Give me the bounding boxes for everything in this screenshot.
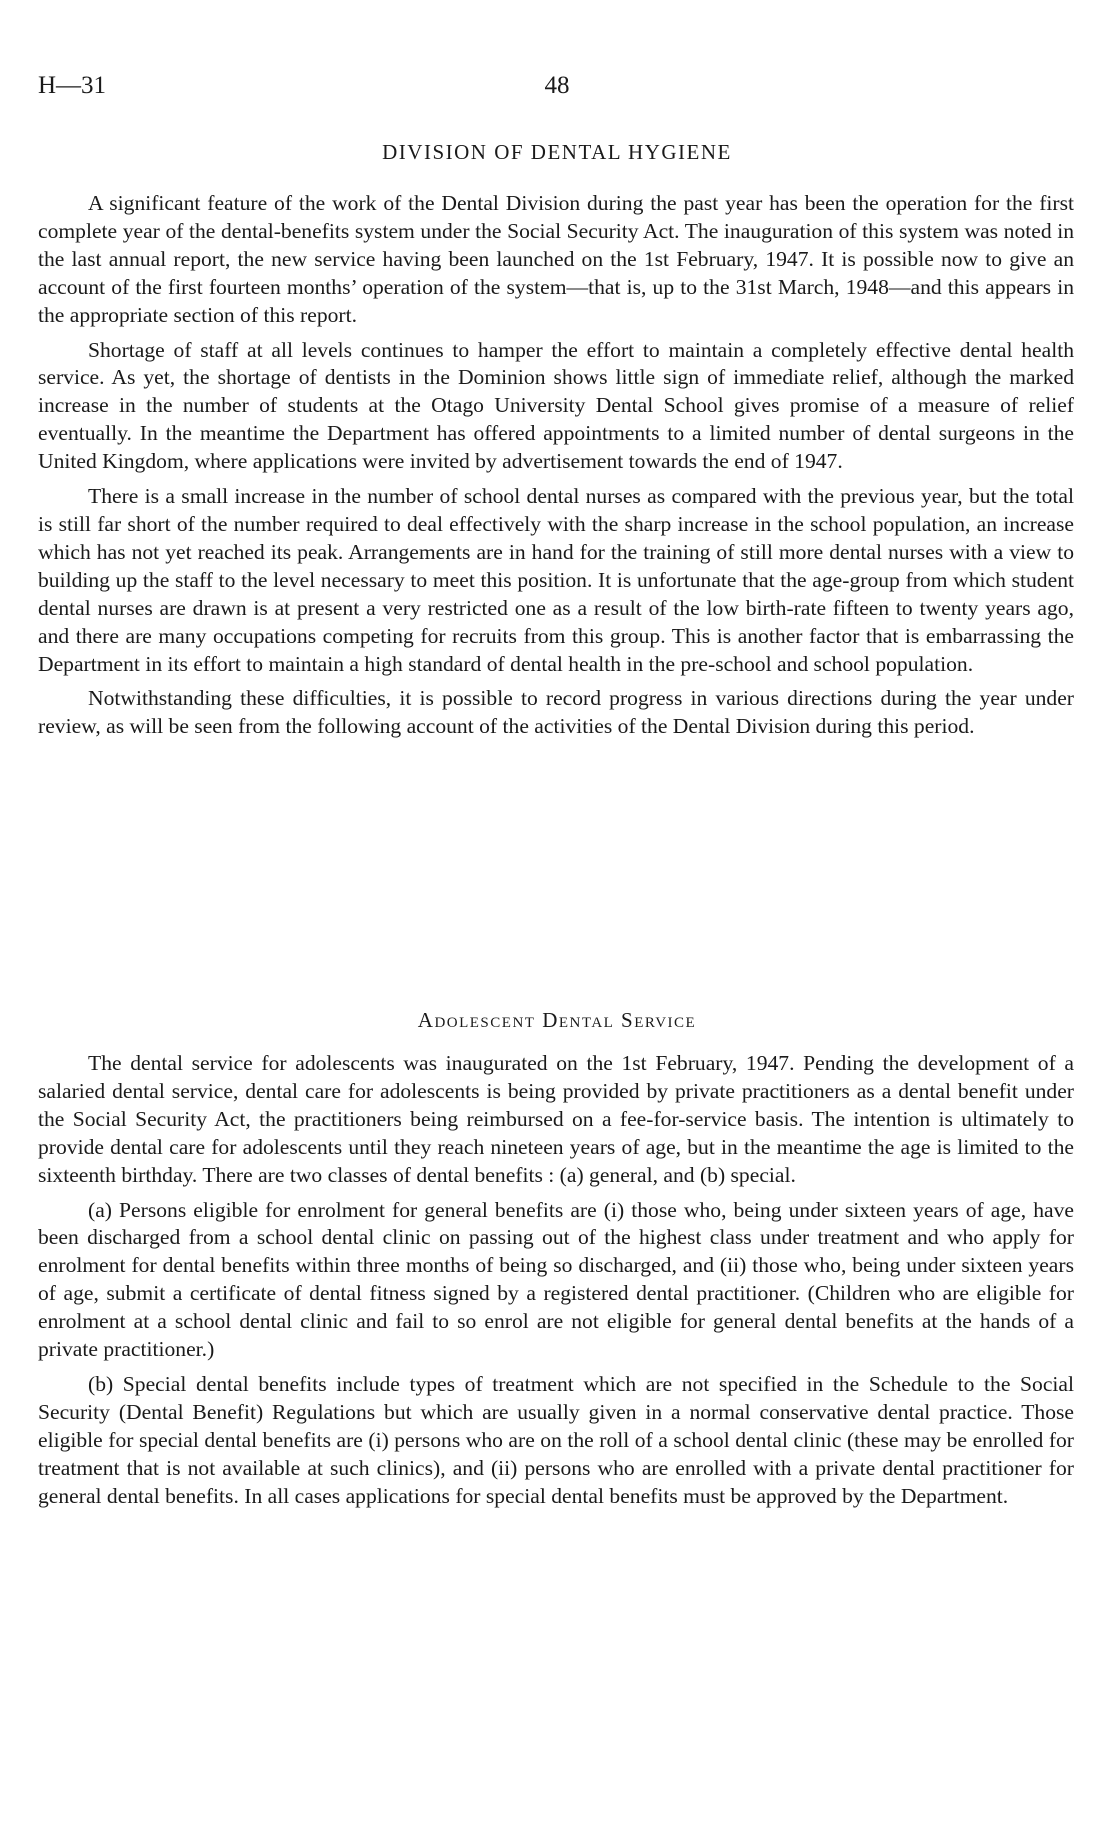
intro-section: [38, 190, 1074, 748]
page-number: 48: [544, 72, 570, 99]
paragraph: Shortage of staff at all levels continues to hamper the effort to maintain a completely effective dental health service. As yet, the shortage of dentists in the Dominion shows little sign of immediate relief, although the marked increase in the number of students at the Otago University Dental School gives promise of a measure of relief eventually. In the meantime the Department has offered appointments to a limited number of dental surgeons in the United Kingdom, where applications were invited by advertisement towards the end of 1947.: [38, 337, 1074, 474]
paragraph: Notwithstanding these difficulties, it is possible to record progress in various directions during the year under review, as will be seen from the following account of the activities of the Dental Division during this period.: [38, 686, 1074, 739]
document-reference: H—31: [38, 72, 107, 99]
paragraph: A significant feature of the work of the Dental Division during the past year has been the operation for the first complete year of the dental-benefits system under the Social Security Act. The inauguration of this system was noted in the last annual report, the new service having been launched on the 1st February, 1947. It is possible now to give an account of the first fourteen months’ operation of the system—that is, up to the 31st March, 1948—and this appears in the appropriate section of this report.: [38, 191, 1074, 327]
page-header: [38, 72, 1076, 108]
page-title: DIVISION OF DENTAL HYGIENE: [382, 140, 732, 164]
paragraph: The dental service for adolescents was inaugurated on the 1st February, 1947. Pending the development of a salaried dental service, dental care for adolescents is being provided by private practitioners as a dental benefit under the Social Security Act, the practitioners being reimbursed on a fee-for-service basis. The intention is ultimately to provide dental care for adolescents until they reach nineteen years of age, but in the meantime the age is limited to the sixteenth birthday. There are two classes of dental benefits : (a) general, and (b) special.: [38, 1051, 1074, 1187]
paragraph: There is a small increase in the number of school dental nurses as compared with the previous year, but the total is still far short of the number required to deal effectively with the sharp increase in the school population, an increase which has not yet reached its peak. Arrangements are in hand for the training of still more dental nurses with a view to building up the staff to the level necessary to meet this position. It is unfortunate that the age-group from which student dental nurses are drawn is at present a very restricted one as a result of the low birth-rate fifteen to twenty years ago, and there are many occupations competing for recruits from this group. This is another factor that is embarrassing the Department in its effort to maintain a high standard of dental health in the pre-school and school population.: [38, 484, 1074, 676]
section-heading: Adolescent Dental Service: [417, 1008, 697, 1032]
paragraph: (b) Special dental benefits include types of treatment which are not specified in the Schedule to the Social Security (Dental Benefit) Regulations but which are usually given in a normal conservative dental practice. Those eligible for special dental benefits are (i) persons who are on the roll of a school dental clinic (these may be enrolled for treatment that is not available at such clinics), and (ii) persons who are enrolled with a private dental practitioner for general dental benefits. In all cases applications for special dental benefits must be approved by the Department.: [38, 1371, 1074, 1508]
paragraph: (a) Persons eligible for enrolment for general benefits are (i) those who, being under sixteen years of age, have been discharged from a school dental clinic on passing out of the highest class under treatment and who apply for enrolment for dental benefits within three months of being so discharged, and (ii) those who, being under sixteen years of age, submit a certificate of dental fitness signed by a registered dental practitioner. (Children who are eligible for enrolment at a school dental clinic and fail to so enrol are not eligible for general dental benefits at the hands of a private practitioner.): [38, 1197, 1074, 1362]
adolescent-section: [38, 1050, 1074, 1518]
